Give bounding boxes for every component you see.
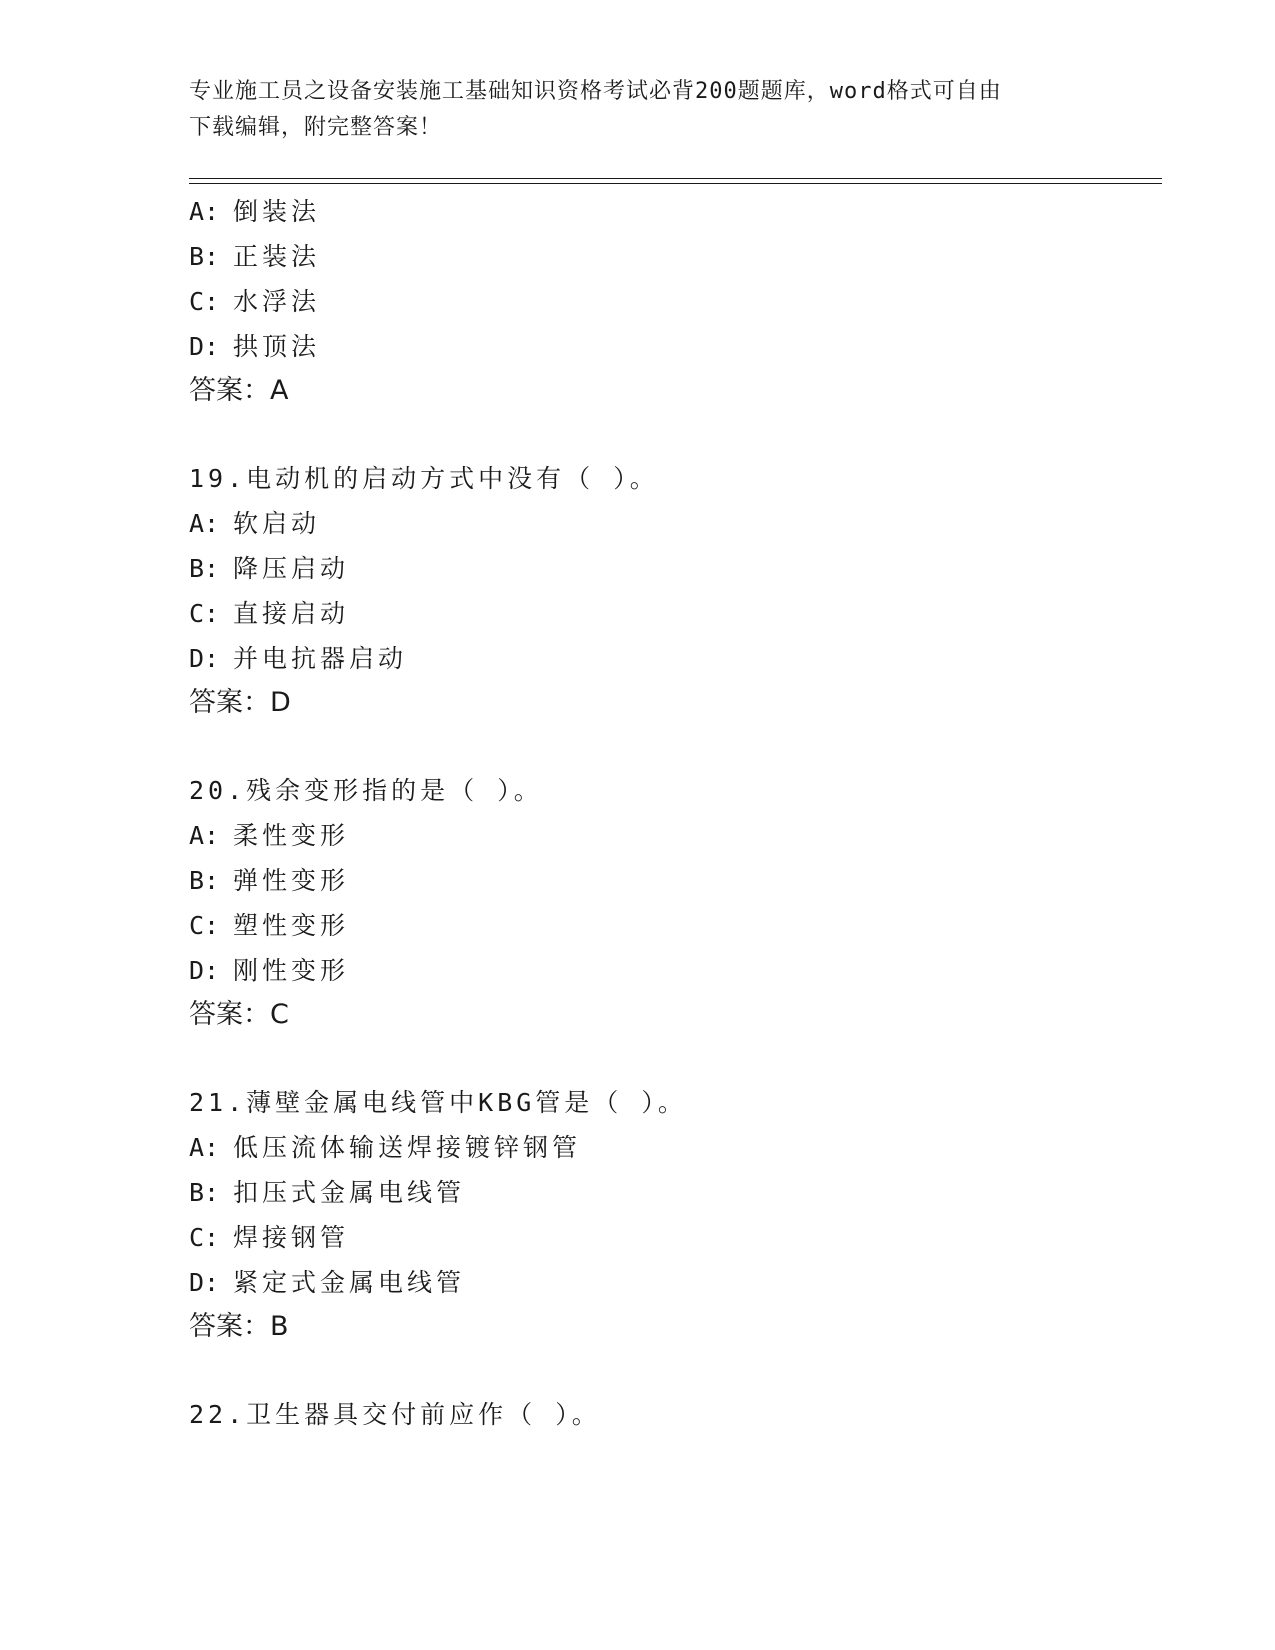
q19-option-c: C: 直接启动 bbox=[189, 599, 350, 628]
q18-answer: 答案：A bbox=[189, 375, 289, 406]
q21-question: 21.薄壁金属电线管中KBG管是（ ）。 bbox=[189, 1088, 687, 1117]
q19-answer: 答案：D bbox=[189, 687, 291, 718]
q21-option-a: A: 低压流体输送焊接镀锌钢管 bbox=[189, 1133, 582, 1162]
q18-option-b: B: 正装法 bbox=[189, 242, 321, 271]
q21-option-c: C: 焊接钢管 bbox=[189, 1223, 350, 1252]
header-divider-top bbox=[189, 178, 1162, 179]
q20-option-b: B: 弹性变形 bbox=[189, 866, 350, 895]
q20-option-a: A: 柔性变形 bbox=[189, 821, 350, 850]
q18-option-a: A: 倒装法 bbox=[189, 197, 321, 226]
header-line-1: 专业施工员之设备安装施工基础知识资格考试必背200题题库，word格式可自由 bbox=[189, 79, 1002, 104]
q19-option-a: A: 软启动 bbox=[189, 509, 321, 538]
q20-answer: 答案：C bbox=[189, 999, 289, 1030]
q19-option-d: D: 并电抗器启动 bbox=[189, 644, 408, 673]
q19-question: 19.电动机的启动方式中没有（ ）。 bbox=[189, 464, 659, 493]
document-header bbox=[189, 74, 1089, 146]
q18-option-c: C: 水浮法 bbox=[189, 287, 321, 316]
q18-option-d: D: 拱顶法 bbox=[189, 332, 321, 361]
q21-option-d: D: 紧定式金属电线管 bbox=[189, 1268, 466, 1297]
header-line-2: 下载编辑，附完整答案！ bbox=[189, 115, 443, 140]
q20-option-d: D: 刚性变形 bbox=[189, 956, 350, 985]
q20-question: 20.残余变形指的是（ ）。 bbox=[189, 776, 543, 805]
q21-answer: 答案：B bbox=[189, 1311, 289, 1342]
header-divider-bottom bbox=[189, 183, 1162, 184]
q21-option-b: B: 扣压式金属电线管 bbox=[189, 1178, 466, 1207]
q20-option-c: C: 塑性变形 bbox=[189, 911, 350, 940]
q19-option-b: B: 降压启动 bbox=[189, 554, 350, 583]
q22-question: 22.卫生器具交付前应作（ ）。 bbox=[189, 1400, 601, 1429]
